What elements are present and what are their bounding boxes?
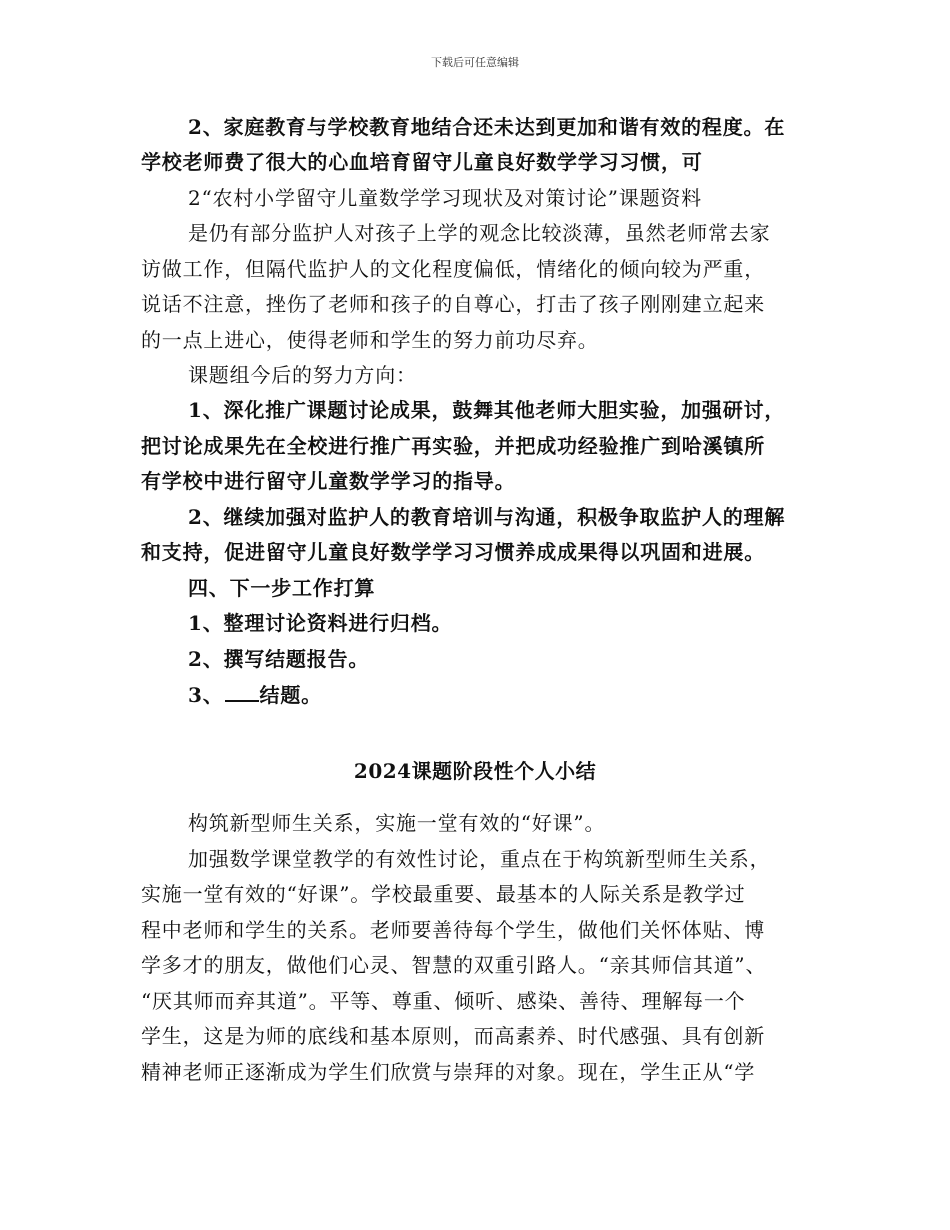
- paragraph-line: 学校老师费了很大的心血培育留守儿童良好数学学习习惯，可: [141, 150, 703, 174]
- paragraph-line: 1、整理讨论资料进行归档。: [188, 611, 453, 635]
- paragraph-line: “厌其师而弃其道”。平等、尊重、倾听、感染、善待、理解每一个: [141, 989, 746, 1013]
- paragraph-line: 实施一堂有效的“好课”。学校最重要、最基本的人际关系是教学过: [141, 882, 746, 906]
- paragraph-line: 程中老师和学生的关系。老师要善待每个学生，做他们关怀体贴、博: [141, 918, 765, 942]
- paragraph-line: 有学校中进行留守儿童数学学习的指导。: [141, 469, 516, 493]
- paragraph-line: 和支持，促进留守儿童良好数学学习习惯养成成果得以巩固和进展。: [141, 540, 765, 564]
- paragraph-line: 说话不注意，挫伤了老师和孩子的自尊心，打击了孩子刚刚建立起来: [141, 292, 765, 316]
- paragraph-line: 的一点上进心，使得老师和学生的努力前功尽弃。: [141, 328, 599, 352]
- paragraph-line: 学多才的朋友，做他们心灵、智慧的双重引路人。“亲其师信其道”、: [141, 953, 767, 977]
- paragraph-line-with-blank: [188, 680, 868, 709]
- paragraph-line: 课题组今后的努力方向：: [188, 363, 417, 387]
- page-header-note: 下载后可任意编辑: [431, 56, 519, 69]
- paragraph-line: 把讨论成果先在全校进行推广再实验，并把成功经验推广到哈溪镇所: [141, 434, 765, 458]
- paragraph-line: 2、撰写结题报告。: [188, 647, 370, 671]
- fill-in-blank: [225, 680, 259, 702]
- section-heading: 四、下一步工作打算: [188, 576, 376, 600]
- paragraph-line: 访做工作，但隔代监护人的文化程度偏低，情绪化的倾向较为严重，: [141, 257, 765, 281]
- paragraph-line: 构筑新型师生关系，实施一堂有效的“好课”。: [188, 811, 606, 835]
- paragraph-line: 加强数学课堂教学的有效性讨论，重点在于构筑新型师生关系，: [188, 847, 771, 871]
- paragraph-line: 1、深化推广课题讨论成果，鼓舞其他老师大胆实验，加强研讨，: [188, 398, 786, 422]
- line-prefix: 3、: [188, 683, 224, 707]
- paragraph-line: 2、继续加强对监护人的教育培训与沟通，积极争取监护人的理解: [188, 505, 786, 529]
- paragraph-line: 学生，这是为师的底线和基本原则，而高素养、时代感强、具有创新: [141, 1024, 765, 1048]
- paragraph-line: 2、家庭教育与学校教育地结合还未达到更加和谐有效的程度。在: [188, 115, 786, 139]
- paragraph-line: 精神老师正逐渐成为学生们欣赏与崇拜的对象。现在，学生正从“学: [141, 1060, 756, 1084]
- paragraph-line: 是仍有部分监护人对孩子上学的观念比较淡薄，虽然老师常去家: [188, 221, 771, 245]
- section-title: 2024课题阶段性个人小结: [353, 759, 597, 783]
- line-suffix: 结题。: [259, 683, 322, 707]
- repeated-header-line: 2“农村小学留守儿童数学学习现状及对策讨论”课题资料: [188, 186, 702, 210]
